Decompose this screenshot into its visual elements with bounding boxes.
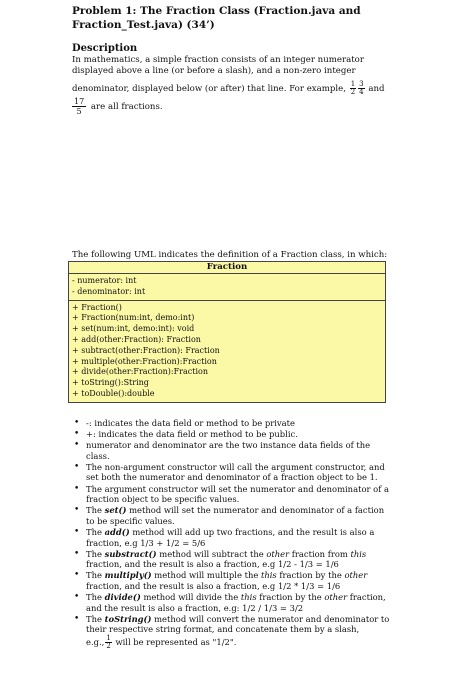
tostring-example-fraction: $\frac{1}{2}$ (106, 633, 111, 650)
bullet-list (70, 418, 390, 650)
bullet-item: • The argument constructor will set the numerator and denominator of a fraction object to be specific values. (74, 483, 389, 505)
title-line-2: Fraction_Test.java) (34’) (72, 19, 215, 31)
uml-method: + toString():String (72, 378, 149, 388)
uml-class-box (68, 261, 386, 403)
example-fraction-3: $\frac{17}{5}$ (74, 97, 85, 116)
uml-method: + subtract(other:Fraction): Fraction (72, 345, 220, 355)
bullet-item: • The divide() method will divide the this fraction by the other fraction, and the result is also a fraction, e.g: 1/2 / 1/3 = 3/2 (74, 592, 386, 613)
description-line-1: In mathematics, a simple fraction consists of an integer numerator (72, 55, 364, 65)
bullet-item: • -: indicates the data field or method to be private (74, 418, 295, 428)
uml-field: - numerator: int (72, 276, 137, 285)
description-line-4 (72, 97, 392, 116)
bullet-item: • The substract() method will subtract the other fraction from this fraction, and the result is also a fraction, e.g 1/2 - 1/3 = 1/6 (74, 548, 367, 570)
uml-method: + Fraction() (72, 302, 122, 312)
uml-class-name: Fraction (69, 262, 385, 274)
bullet-icon: • (74, 483, 80, 494)
uml-method: + divide(other:Fraction):Fraction (72, 367, 208, 377)
bullet-item: • The add() method will add up two fractions, and the result is also a fraction, e.g 1/3 + 1/2 = 5/6 (74, 526, 375, 548)
description-line-2: displayed above a line (or before a slash), and a non-zero integer (72, 66, 356, 76)
bullet-icon: • (74, 461, 80, 472)
description-and: and (368, 84, 385, 94)
description-line-3-text: denominator, displayed below (or after) that line. For example, (72, 84, 346, 94)
uml-method: + add(other:Fraction): Fraction (72, 334, 201, 344)
example-fraction-1: $\frac{1}{2}$ (350, 80, 356, 96)
uml-method: + toDouble():double (72, 388, 155, 398)
uml-intro: The following UML indicates the definition of a Fraction class, in which: (72, 250, 388, 260)
uml-fields (69, 274, 385, 300)
uml-field: - denominator: int (72, 286, 146, 296)
uml-methods (69, 300, 385, 402)
uml-method: + multiple(other:Fraction):Fraction (72, 356, 217, 366)
description-body (72, 55, 392, 116)
description-heading: Description (72, 43, 138, 54)
bullet-item: • +: indicates the data field or method to be public. (74, 429, 298, 440)
problem-title (72, 4, 402, 32)
uml-method: + set(num:int, demo:int): void (72, 324, 195, 334)
bullet-icon: • (74, 592, 80, 602)
bullet-item: • The multiply() method will multiple the this fraction by the other fraction, and the result is also a fraction, e.g 1/2 * 1/3 = 1/6 (74, 570, 368, 591)
description-line-4-text: are all fractions. (90, 102, 163, 112)
uml-method: + Fraction(num:int, demo:int) (72, 313, 195, 323)
bullet-icon: • (74, 440, 80, 451)
bullet-icon: • (74, 570, 80, 581)
bullet-item: • The toString() method will convert the numerator and denominator to their respective string format, and concatenate them by a slash, e.g., $\frac{1}{2}$ will be represented as "1/2". (74, 613, 390, 650)
bullet-icon: • (74, 548, 80, 559)
bullet-icon: • (74, 613, 80, 624)
bullet-icon: • (74, 418, 80, 428)
bullet-icon: • (74, 429, 80, 440)
bullet-item: • numerator and denominator are the two instance data fields of the class. (74, 440, 371, 461)
bullet-item: • The set() method will set the numerator and denominator of a faction to be specific values. (74, 505, 385, 526)
bullet-item: • The non-argument constructor will call the argument constructor, and set both the numerator and denominator of a fraction object to be 1. (74, 461, 385, 483)
example-fraction-2: $\frac{3}{4}$ (359, 80, 364, 96)
description-line-3 (72, 81, 392, 96)
bullet-icon: • (74, 526, 80, 537)
bullet-icon: • (74, 505, 80, 516)
title-line-1: Problem 1: The Fraction Class (Fraction.java and (72, 5, 361, 17)
